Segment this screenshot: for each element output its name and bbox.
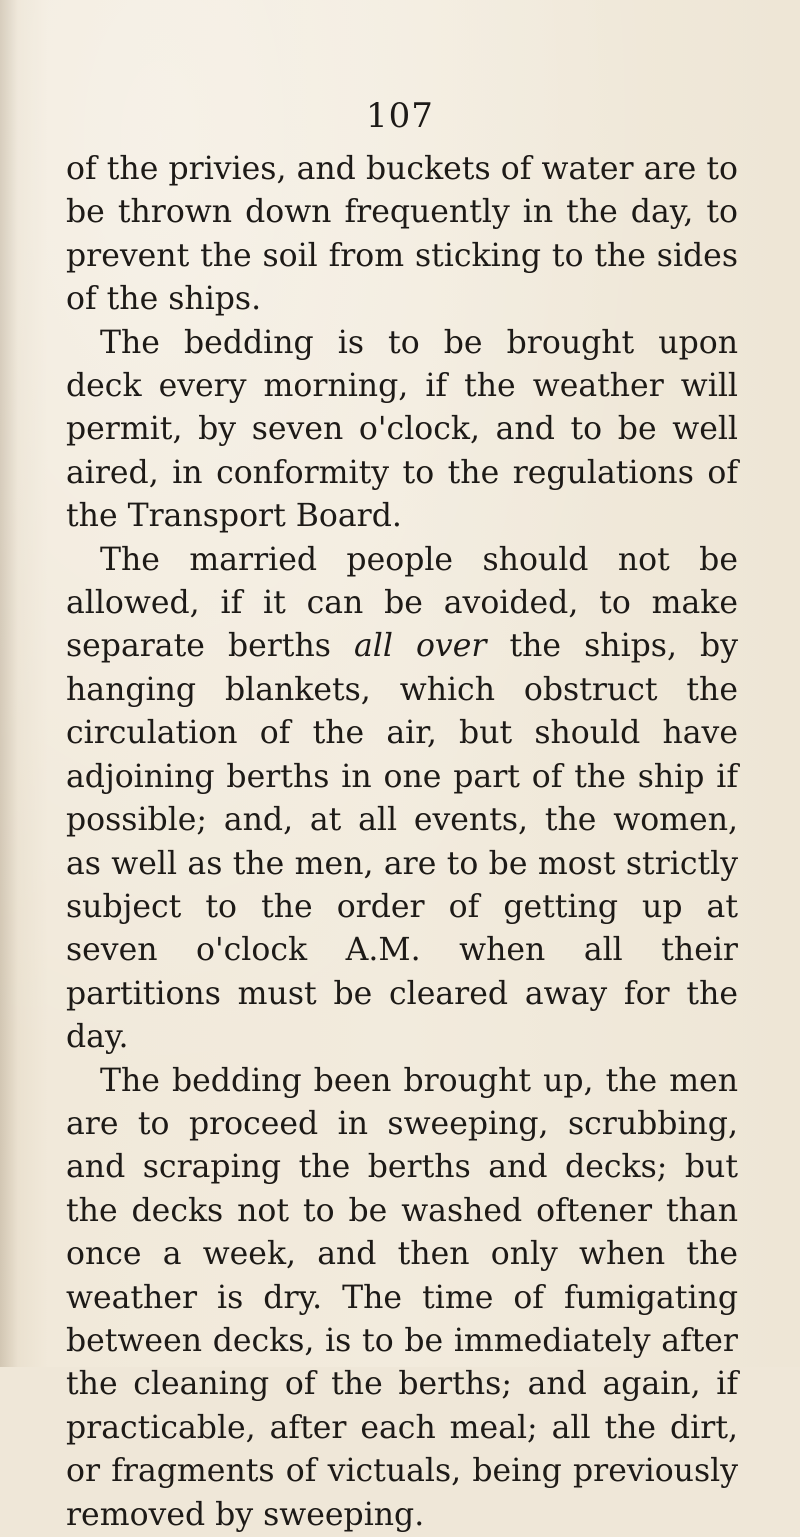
text-run: the ships, by hanging blankets, which obstruct the circulation of the air, but should have adjoining berths in one part of the ship if possible; and, at all events, the women, as well as the men, are to be most strictly subject to the order of getting up at seven o'clock A.M. when all their partitions must be cleared away for the day. [66,628,738,1056]
text-run: The bedding is to be brought upon deck every morning, if the weather will permit, by seven o'clock, and to be well aired, in conformity to the regulations of the Transport Board. [66,324,738,535]
page-number: 107 [366,96,434,136]
spine-shadow [0,0,18,1367]
text-run: of the privies, and buckets of water are to be thrown down frequently in the day, to prevent the soil from sticking to the sides of the ships. [66,151,738,318]
paragraph [66,148,738,322]
italic-text-run: all over [353,628,487,665]
body-text [66,148,738,1537]
paragraph [66,322,738,539]
text-run: The bedding been brought up, the men are to proceed in sweeping, scrubbing, and scraping the berths and decks; but the decks not to be washed oftener than once a week, and then only when the weather is dry. The time of fumigating between decks, is to be immediately after the cleaning of the berths; and again, if practicable, after each meal; all the dirt, or fragments of victuals, being previously removed by sweeping. [66,1062,738,1533]
text-run: The married people should not be allowed, if it can be avoided, to make separate berths [66,541,738,665]
paragraph [66,1060,738,1537]
paragraph [66,539,738,1060]
